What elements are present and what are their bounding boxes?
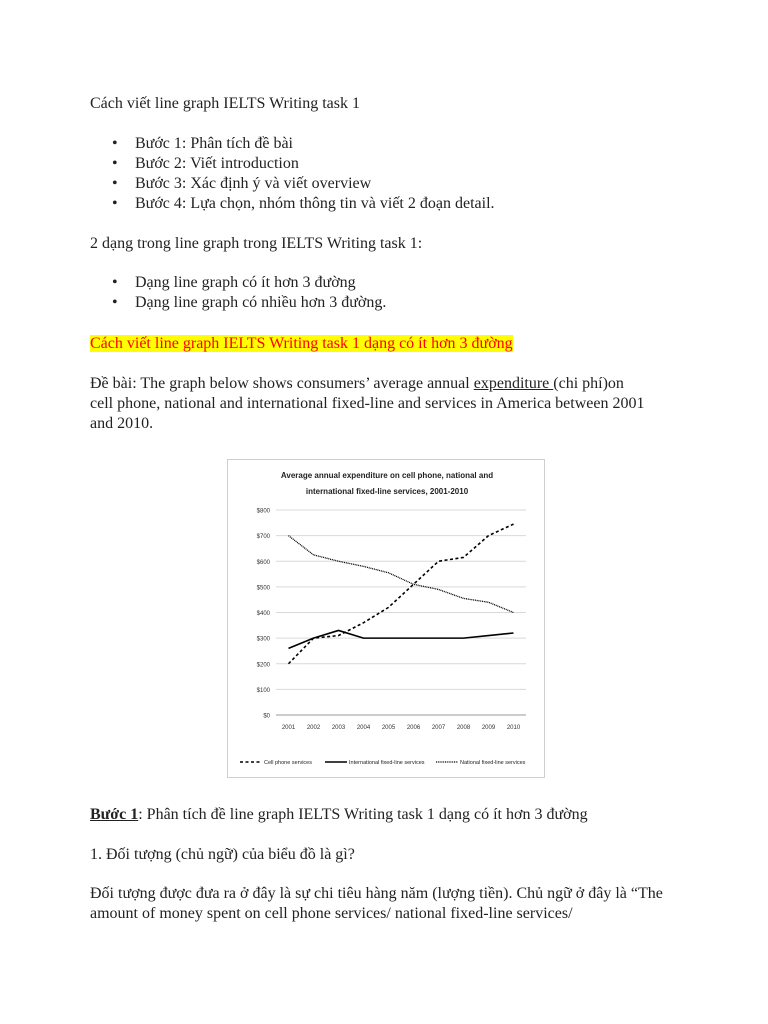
y-tick-label: $800: [256, 508, 270, 515]
list-item: • Dạng line graph có nhiều hơn 3 đường.: [90, 293, 386, 313]
prompt-part1: Đề bài: The graph below shows consumers’ average annual: [90, 375, 474, 392]
types-list: [90, 273, 386, 313]
y-tick-label: $600: [256, 559, 270, 566]
line-chart: [227, 459, 545, 778]
y-tick-label: $200: [256, 662, 270, 669]
highlight-heading: Cách viết line graph IELTS Writing task 1 dạng có ít hơn 3 đường: [90, 335, 513, 352]
list-item: • Bước 3: Xác định ý và viết overview: [90, 174, 495, 194]
y-tick-label: $300: [256, 636, 270, 643]
doc-title: Cách viết line graph IELTS Writing task 1: [90, 95, 360, 112]
x-tick-label: 2009: [481, 725, 496, 731]
x-tick-label: 2005: [381, 725, 396, 731]
list-item: • Bước 4: Lựa chọn, nhóm thông tin và viết 2 đoạn detail.: [90, 194, 495, 214]
list-item: • Bước 2: Viết introduction: [90, 154, 495, 174]
chart-title-line2: international fixed-line services, 2001-2010: [305, 487, 469, 496]
chart-grid: [276, 510, 526, 715]
step1-heading: [90, 805, 690, 825]
x-tick-label: 2004: [356, 725, 371, 731]
x-tick-label: 2008: [456, 725, 471, 731]
x-tick-label: 2001: [281, 725, 296, 731]
x-tick-label: 2010: [506, 725, 521, 731]
y-axis-ticks: [257, 509, 271, 720]
chart-series: [289, 524, 514, 664]
x-tick-label: 2007: [431, 725, 446, 731]
chart-title-line1: Average annual expenditure on cell phone, national and: [280, 471, 494, 480]
steps-list: [90, 134, 495, 214]
highlight-heading-wrap: [90, 334, 690, 354]
x-axis-ticks: [282, 725, 521, 731]
series-line-international-fixed-line-services: [289, 630, 514, 648]
prompt-underlined: expenditure: [473, 375, 554, 392]
chart-legend: [240, 760, 526, 766]
step1-label: Bước 1: [90, 806, 139, 823]
x-tick-label: 2006: [406, 725, 421, 731]
x-tick-label: 2002: [306, 725, 321, 731]
legend-label: National fixed-line services: [460, 760, 526, 766]
y-tick-label: $700: [256, 534, 270, 541]
y-tick-label: $400: [256, 611, 270, 617]
series-line-cell-phone-services: [289, 524, 514, 664]
y-tick-label: $0: [263, 713, 270, 720]
y-tick-label: $100: [256, 687, 270, 694]
prompt-part2: (chi phí)on cell phone, national and international fixed-line and services in America between 2001 and 2010.: [90, 375, 645, 432]
question-1: 1. Đối tượng (chủ ngữ) của biểu đồ là gì?: [90, 846, 355, 863]
y-tick-label: $500: [256, 585, 270, 592]
step1-rest: : Phân tích đề line graph IELTS Writing task 1 dạng có ít hơn 3 đường: [138, 806, 588, 823]
answer-paragraph: Đối tượng được đưa ra ở đây là sự chi tiêu hàng năm (lượng tiền). Chủ ngữ ở đây là “The amount of money spent on cell phone services/ national fixed-line services/: [90, 885, 663, 922]
legend-label: International fixed-line services: [349, 760, 425, 766]
legend-label: Cell phone services: [264, 760, 312, 766]
chart-svg: [228, 460, 546, 779]
prompt-paragraph: [90, 374, 650, 434]
series-line-national-fixed-line-services: [289, 536, 514, 613]
list-item: • Dạng line graph có ít hơn 3 đường: [90, 273, 386, 293]
types-intro: 2 dạng trong line graph trong IELTS Writing task 1:: [90, 235, 423, 252]
x-tick-label: 2003: [331, 725, 346, 731]
list-item: • Bước 1: Phân tích đề bài: [90, 134, 495, 154]
